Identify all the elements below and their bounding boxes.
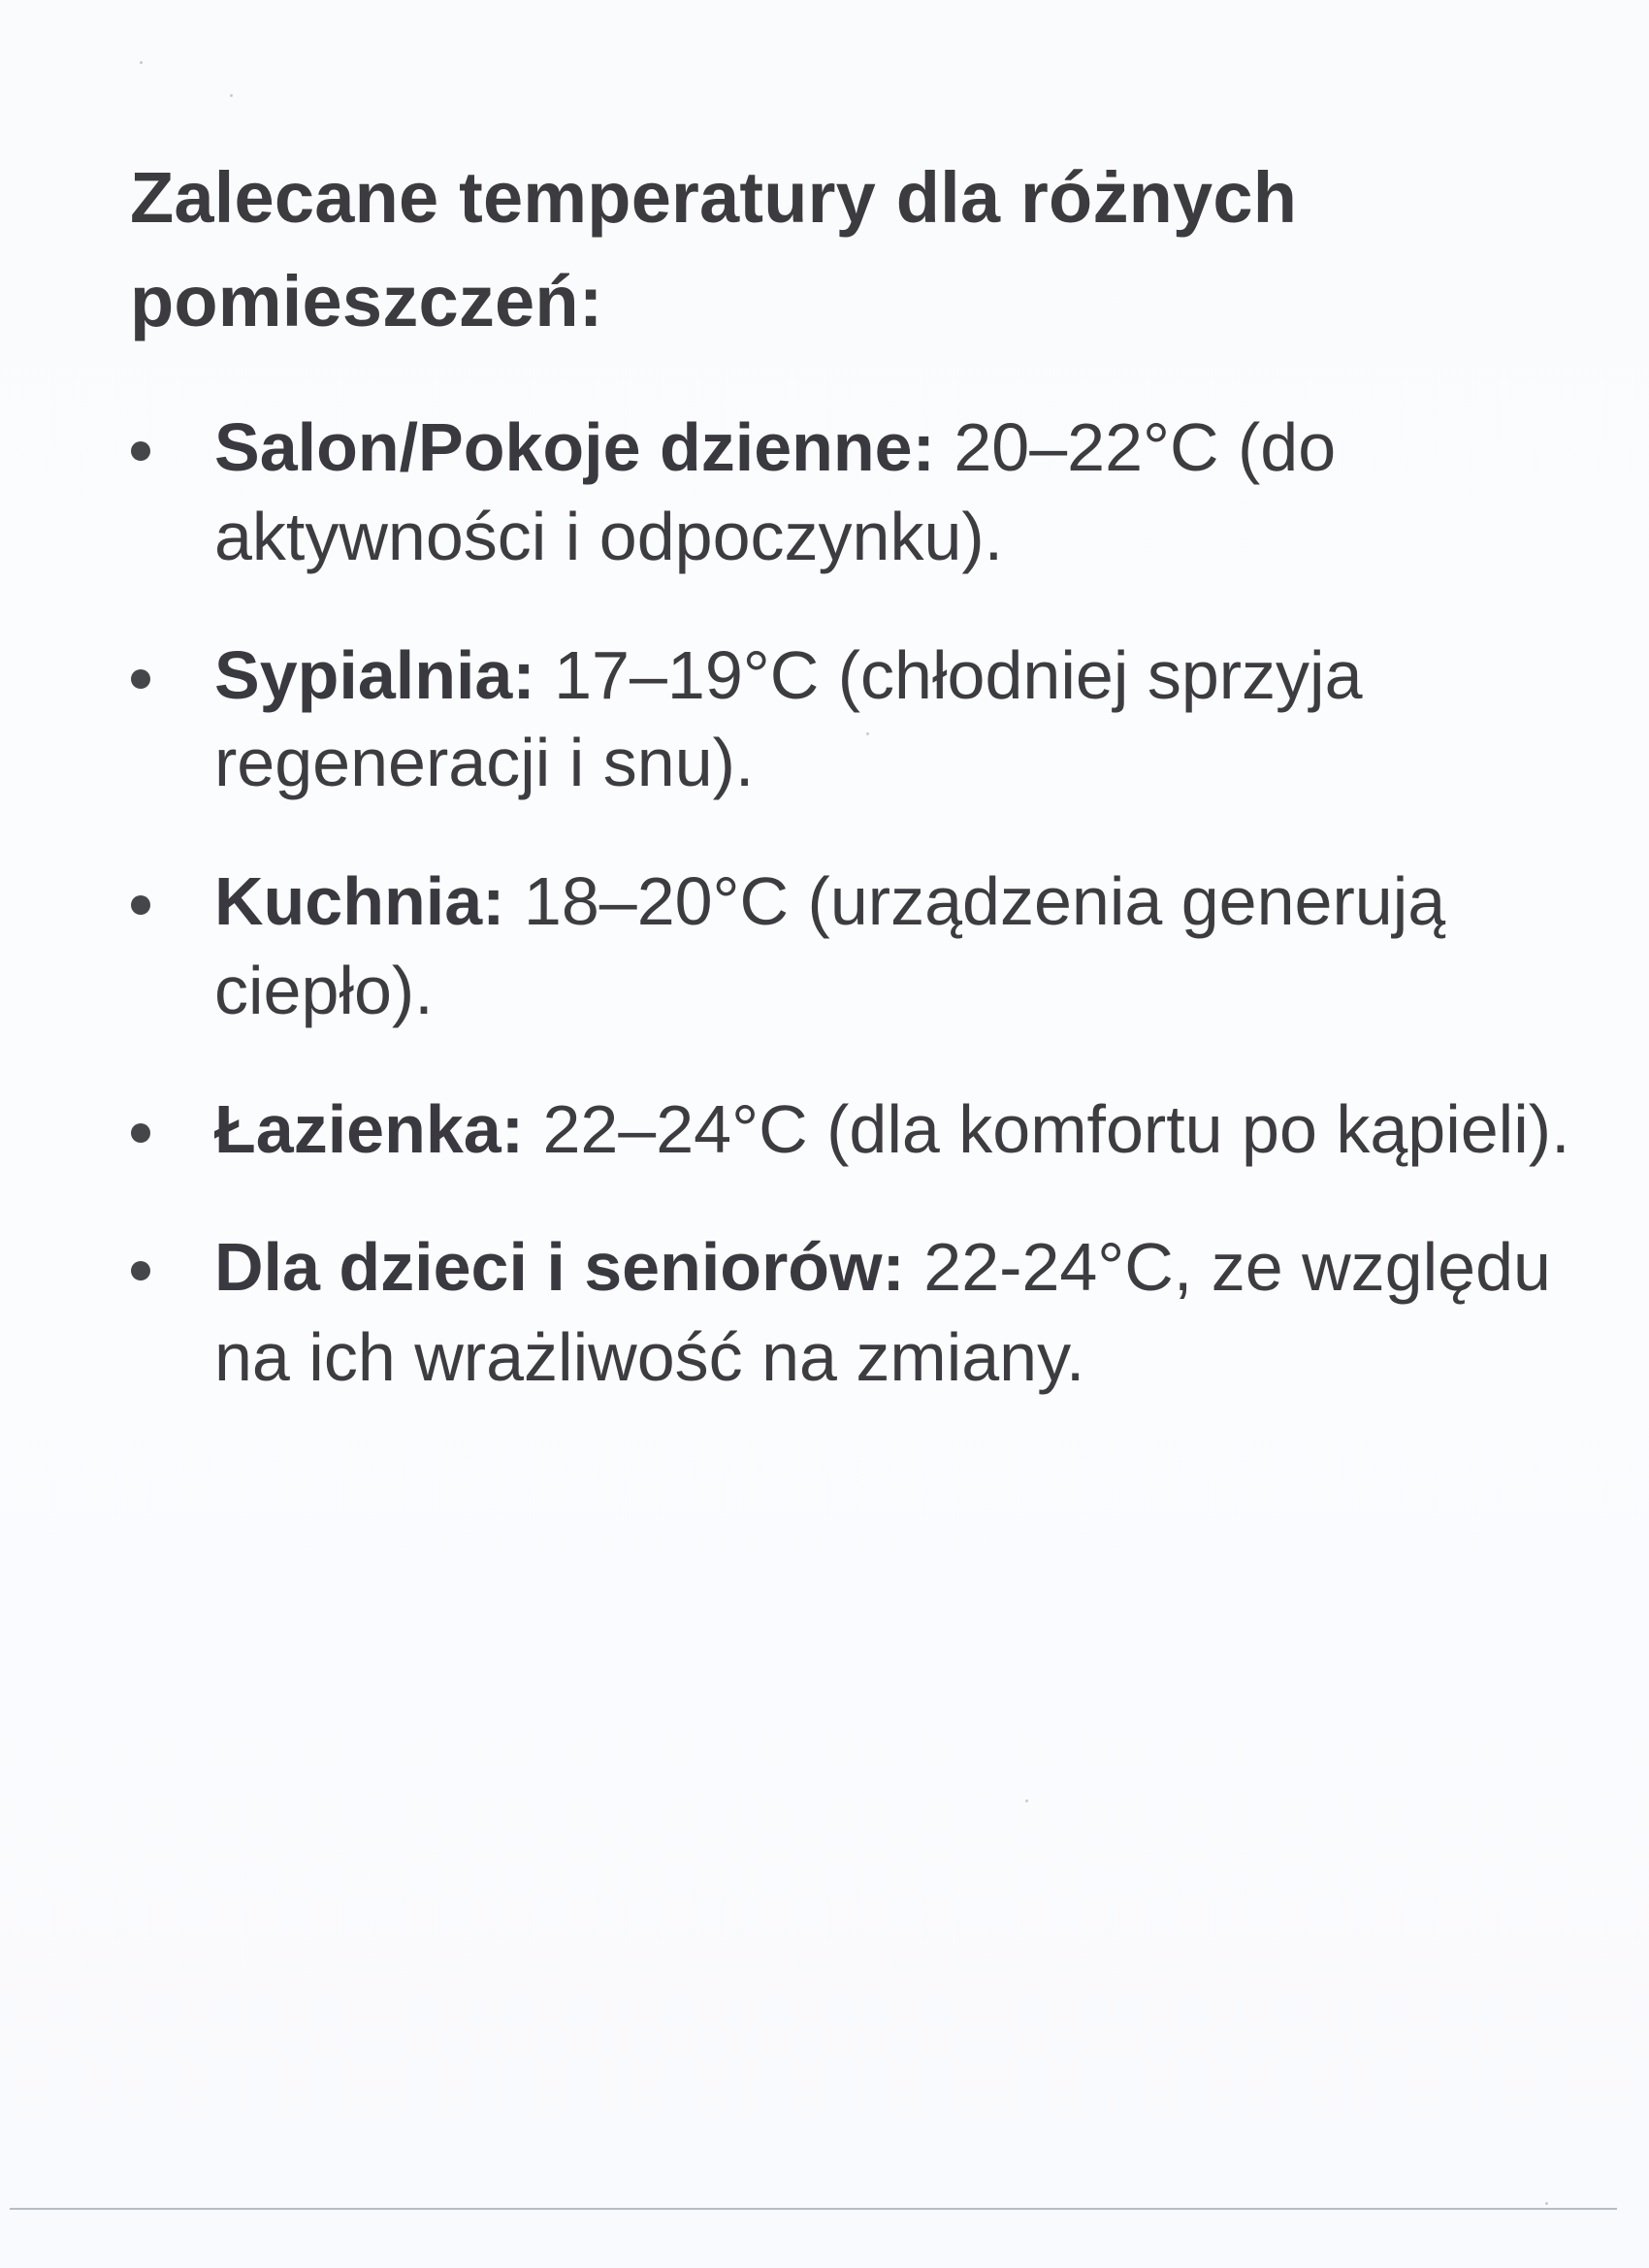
title-line-1: Zalecane temperatury dla różnych [130,157,1298,238]
list-item-line [214,1091,1570,1167]
bullet-dot-icon [131,1261,150,1280]
scan-edge-line [10,2208,1617,2210]
room-label: Salon/Pokoje dzienne: [214,409,935,485]
room-note-text: na ich wrażliwość na zmiany. [214,1319,1085,1395]
scan-speck [230,94,233,97]
scan-speck [866,732,869,735]
list-item-line [214,499,1004,574]
list-item-line [214,953,434,1028]
room-temperature-text: 22–24°C (dla komfortu po kąpieli). [524,1091,1570,1167]
bullet-dot-icon [131,669,150,689]
list-item-line [214,725,755,800]
title-line-2: pomieszczeń: [130,261,603,341]
room-temperature-text: 18–20°C (urządzenia generują [504,863,1446,939]
room-note-text: ciepło). [214,953,434,1028]
scan-speck [1025,1799,1028,1802]
room-label: Kuchnia: [214,863,505,939]
room-note-text: aktywności i odpoczynku). [214,499,1004,574]
scan-speck [140,61,143,64]
bullet-dot-icon [131,1123,150,1143]
list-item-line [214,409,1337,485]
bullet-dot-icon [131,895,150,915]
list-item-line [214,1319,1085,1395]
room-label: Sypialnia: [214,637,535,713]
room-temperature-text: 22-24°C, ze względu [904,1229,1551,1305]
list-item-line [214,637,1363,713]
room-note-text: regeneracji i snu). [214,725,755,800]
bullet-dot-icon [131,441,150,461]
list-item-line [214,863,1446,939]
room-label: Dla dzieci i seniorów: [214,1229,905,1305]
scan-speck [1545,2202,1548,2205]
room-temperature-text: 17–19°C (chłodniej sprzyja [534,637,1363,713]
list-item-line [214,1229,1551,1305]
room-label: Łazienka: [214,1091,524,1167]
room-temperature-text: 20–22°C (do [934,409,1337,485]
